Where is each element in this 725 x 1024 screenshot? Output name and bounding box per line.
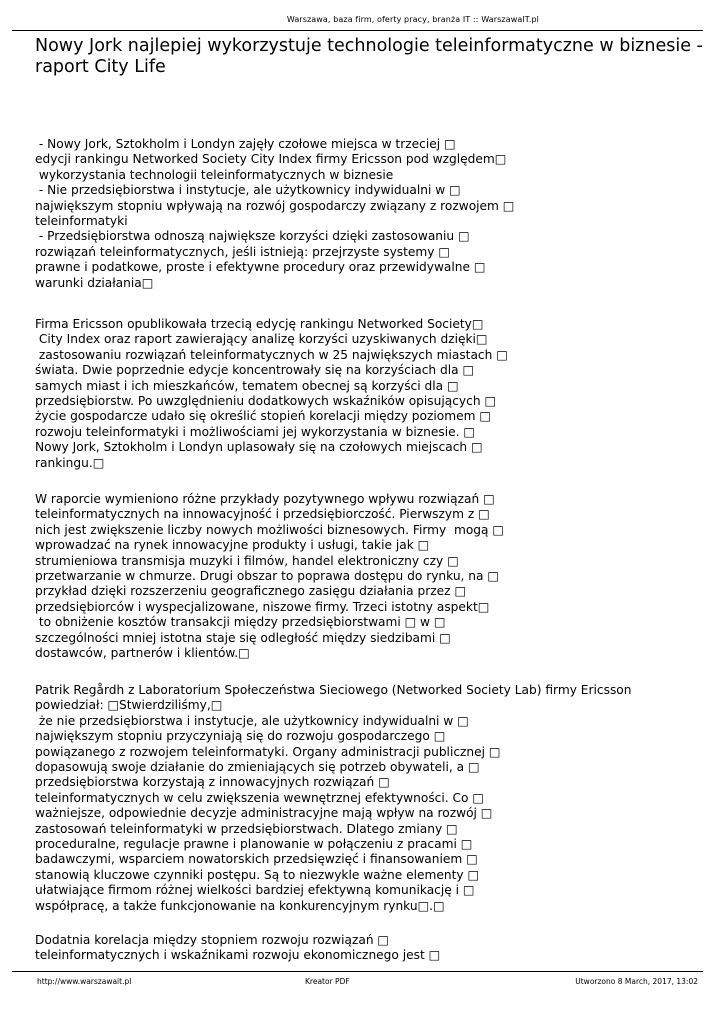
text-line: teleinformatycznych i wskaźnikami rozwoju ekonomicznego jest □ (35, 948, 441, 963)
footer-creator: Kreator PDF (305, 977, 350, 986)
text-line: edycji rankingu Networked Society City Index firmy Ericsson pod względem□ (35, 152, 507, 167)
paragraph-quote (35, 683, 631, 914)
text-line: Firma Ericsson opublikowała trzecią edycję rankingu Networked Society□ (35, 317, 484, 331)
text-line: teleinformatycznych w celu zwiększenia wewnętrznej efektywności. Co □ (35, 790, 484, 805)
text-line: życie gospodarcze udało się określić stopień korelacji między poziomem □ (35, 409, 491, 424)
paragraph-ranking (35, 317, 508, 471)
text-line: to obniżenie kosztów transakcji między przedsiębiorstwami □ w □ (35, 615, 446, 630)
text-line: Dodatnia korelacja między stopniem rozwoju rozwiązań □ (35, 933, 389, 947)
text-line: Nowy Jork, Sztokholm i Londyn uplasowały się na czołowych miejscach □ (35, 440, 483, 455)
text-line: wprowadzać na rynek innowacyjne produkty i usługi, takie jak □ (35, 538, 430, 553)
text-line: dostawców, partnerów i klientów.□ (35, 646, 250, 661)
text-line: przetwarzanie w chmurze. Drugi obszar to poprawa dostępu do rynku, na □ (35, 569, 499, 584)
footer-url: http://www.warszawait.pl (37, 977, 132, 986)
text-line: badawczymi, wsparciem nowatorskich przedsięwzięć i finansowaniem □ (35, 852, 478, 867)
text-line: przedsiębiorców i wyspecjalizowane, niszowe firmy. Trzeci istotny aspekt□ (35, 599, 490, 614)
text-line: wykorzystania technologii teleinformatycznych w biznesie (35, 167, 394, 182)
text-line: - Nie przedsiębiorstwa i instytucje, ale użytkownicy indywidualni w □ (35, 183, 461, 198)
text-line: - Przedsiębiorstwa odnoszą największe korzyści dzięki zastosowaniu □ (35, 229, 470, 244)
text-line: powiedział: □Stwierdziliśmy,□ (35, 698, 223, 713)
text-line: samych miast i ich mieszkańców, tematem obecnej są korzyści dla □ (35, 378, 459, 393)
text-line: W raporcie wymieniono różne przykłady pozytywnego wpływu rozwiązań □ (35, 492, 495, 506)
text-line: ważniejsze, odpowiednie decyzje administracyjne mają wpływ na rozwój □ (35, 806, 493, 821)
text-line: rozwiązań teleinformatycznych, jeśli istnieją: przejrzyste systemy □ (35, 244, 450, 259)
text-line: szczególności mniej istotna staje się odległość między siedzibami □ (35, 630, 451, 645)
footer-created-date: Utworzono 8 March, 2017, 13:02 (575, 977, 698, 986)
text-line: nich jest zwiększenie liczby nowych możliwości biznesowych. Firmy mogą □ (35, 522, 504, 537)
page-header-text: Warszawa, baza firm, oferty pracy, branża IT :: WarszawaIT.pl (286, 15, 539, 24)
paragraph-correlation (35, 933, 440, 964)
text-line: stanowią kluczowe czynniki postępu. Są to niezwykle ważne elementy □ (35, 867, 480, 882)
text-line: Patrik Regårdh z Laboratorium Społeczeństwa Sieciowego (Networked Society Lab) firmy Ericsson (35, 683, 632, 697)
article-title: Nowy Jork najlepiej wykorzystuje technologie teleinformatyczne w biznesie - raport City Life (35, 36, 703, 77)
text-line: dopasowują swoje działanie do zmieniających się potrzeb obywateli, a □ (35, 760, 480, 775)
footer-divider (12, 971, 703, 972)
text-line: rozwoju teleinformatyki i możliwościami jej wykorzystania w biznesie. □ (35, 424, 475, 439)
paragraph-examples (35, 492, 504, 661)
text-line: współpracę, a także funkcjonowanie na konkurencyjnym rynku□.□ (35, 898, 445, 913)
text-line: że nie przedsiębiorstwa i instytucje, ale użytkownicy indywidualni w □ (35, 713, 469, 728)
text-line: zastosowaniu rozwiązań teleinformatycznych w 25 największych miastach □ (35, 347, 508, 362)
text-line: powiązanego z rozwojem teleinformatyki. Organy administracji publicznej □ (35, 744, 501, 759)
text-line: największym stopniu przyczyniają się do rozwoju gospodarczego □ (35, 729, 446, 744)
text-line: - Nowy Jork, Sztokholm i Londyn zajęły czołowe miejsca w trzeciej □ (35, 137, 456, 151)
text-line: prawne i podatkowe, proste i efektywne procedury oraz przewidywalne □ (35, 260, 486, 275)
text-line: przedsiębiorstwa korzystają z innowacyjnych rozwiązań □ (35, 775, 390, 790)
text-line: zastosowań teleinformatyki w przedsiębiorstwach. Dlatego zmiany □ (35, 821, 458, 836)
text-line: City Index oraz raport zawierający analizę korzyści uzyskiwanych dzięki□ (35, 332, 488, 347)
text-line: ułatwiające firmom różnej wielkości bardziej efektywną komunikację i □ (35, 883, 475, 898)
text-line: przedsiębiorstw. Po uwzględnieniu dodatkowych wskaźników opisujących □ (35, 394, 496, 409)
paragraph-intro (35, 137, 514, 291)
text-line: teleinformatycznych na innowacyjność i przedsiębiorczość. Pierwszym z □ (35, 507, 490, 522)
text-line: największym stopniu wpływają na rozwój gospodarczy związany z rozwojem □ (35, 198, 515, 213)
text-line: świata. Dwie poprzednie edycje koncentrowały się na korzyściach dla □ (35, 363, 474, 378)
text-line: warunki działania□ (35, 275, 154, 290)
text-line: przykład dzięki rozszerzeniu geograficznego zasięgu działania przez □ (35, 584, 466, 599)
text-line: rankingu.□ (35, 455, 105, 470)
text-line: strumieniowa transmisja muzyki i filmów, handel elektroniczny czy □ (35, 553, 459, 568)
text-line: proceduralne, regulacje prawne i planowanie w połączeniu z pracami □ (35, 837, 473, 852)
text-line: teleinformatyki (35, 214, 128, 229)
header-divider (12, 30, 703, 31)
